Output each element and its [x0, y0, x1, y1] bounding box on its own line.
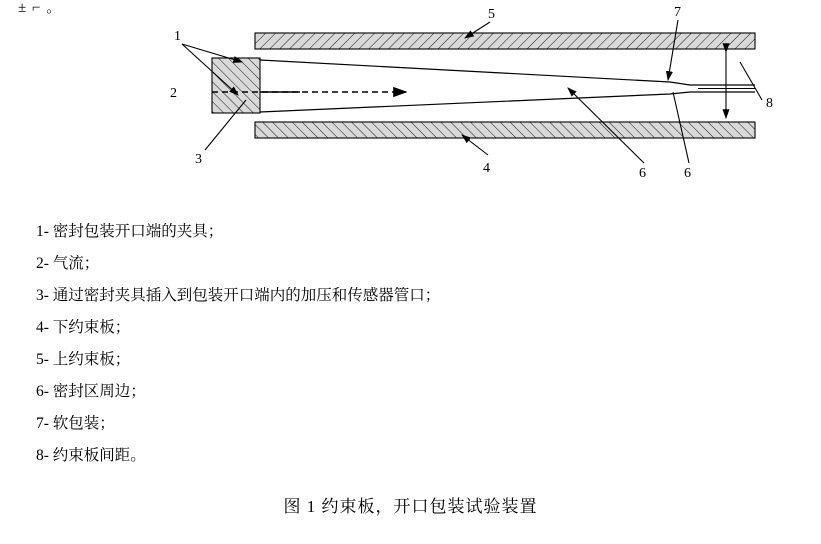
legend-item-text: 通过密封夹具插入到包装开口端内的加压和传感器管口；: [52, 287, 441, 304]
figure-diagram: [150, 0, 810, 200]
legend-item-number: 3-: [36, 287, 49, 304]
figure-caption: 图 1 约束板，开口包装试验装置: [283, 497, 538, 516]
legend-item-number: 4-: [36, 319, 49, 336]
callout-label-3: 3: [195, 152, 202, 167]
package-upper-wall: [260, 60, 755, 85]
callout-label-8: 8: [766, 96, 773, 111]
legend-item-text: 密封包装开口端的夹具；: [52, 223, 224, 240]
legend-item-number: 8-: [36, 447, 49, 464]
legend-item: [36, 224, 736, 240]
legend-item-number: 2-: [36, 255, 49, 272]
legend-item-text: 软包装；: [52, 415, 115, 432]
callout-label-7: 7: [674, 5, 681, 20]
figure-svg: [150, 0, 810, 200]
callout-label-4: 4: [483, 161, 490, 176]
legend-list: [36, 224, 736, 480]
legend-item-text: 下约束板；: [52, 319, 131, 336]
callout-7-leader: [668, 20, 678, 80]
legend-item: [36, 416, 736, 432]
package-lower-wall: [260, 92, 755, 112]
callout-label-6b: 6: [684, 166, 691, 181]
legend-item-text: 气流；: [52, 255, 100, 272]
legend-item-number: 7-: [36, 415, 49, 432]
clamp-block: [212, 58, 260, 113]
legend-item-number: 6-: [36, 383, 49, 400]
callout-label-6a: 6: [639, 166, 646, 181]
callout-label-2: 2: [170, 86, 177, 101]
legend-item: [36, 384, 736, 400]
legend-item-number: 1-: [36, 223, 49, 240]
legend-item: [36, 352, 736, 368]
legend-item-text: 上约束板；: [52, 351, 131, 368]
legend-item: [36, 320, 736, 336]
legend-item-text: 约束板间距。: [52, 447, 146, 464]
upper-constraint-plate: [255, 33, 755, 49]
callout-8-leader: [740, 62, 762, 100]
legend-item: [36, 256, 736, 272]
callout-label-5: 5: [488, 7, 495, 22]
top-text-fragment: ± ⌐ 。: [18, 0, 63, 16]
legend-item: [36, 288, 736, 304]
legend-item: [36, 448, 736, 464]
legend-item-text: 密封区周边；: [52, 383, 146, 400]
callout-label-1: 1: [174, 29, 181, 44]
legend-item-number: 5-: [36, 351, 49, 368]
